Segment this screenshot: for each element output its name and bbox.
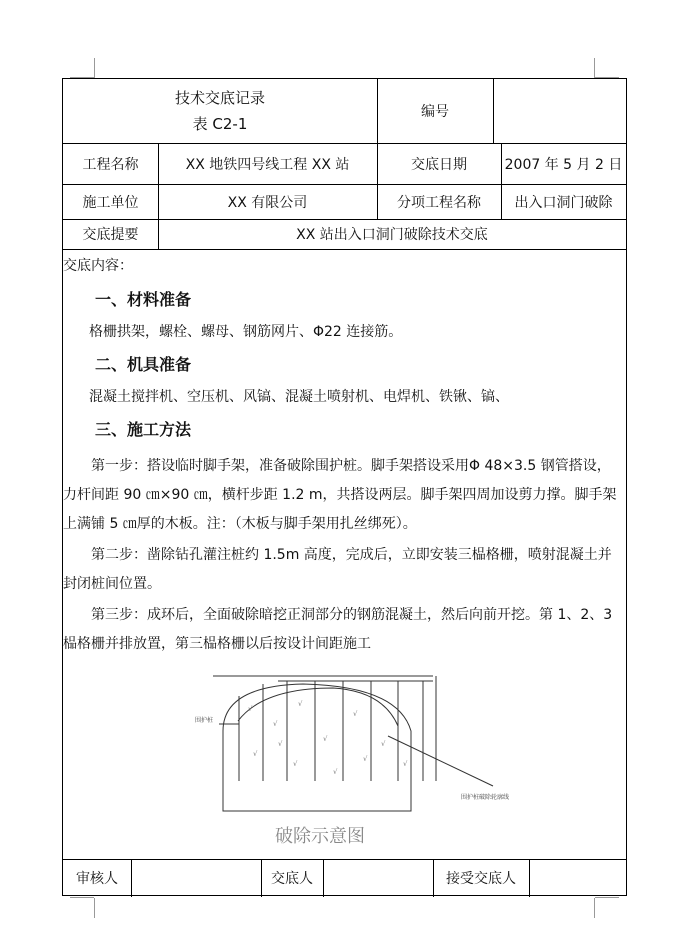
- reviewer-value: [131, 859, 261, 897]
- svg-text:√: √: [278, 740, 283, 748]
- crop-mark: [94, 58, 95, 78]
- svg-text:√: √: [298, 700, 303, 708]
- form-title-block: [63, 79, 377, 143]
- section-heading: 三、施工方法: [95, 420, 192, 439]
- crop-mark: [70, 897, 94, 898]
- crop-mark: [594, 898, 595, 918]
- number-value: [493, 79, 626, 143]
- sub-project-value: 出入口洞门破除: [514, 194, 613, 211]
- date-value: 2007 年 5 月 2 日: [504, 156, 623, 173]
- svg-text:√: √: [353, 710, 358, 718]
- content-label: 交底内容：: [63, 258, 133, 274]
- svg-text:√: √: [248, 705, 253, 713]
- section-text: 混凝土搅拌机、空压机、风镐、混凝土喷射机、电焊机、铁锹、镐、: [89, 389, 509, 405]
- svg-text:√: √: [323, 735, 328, 743]
- unit-label: 施工单位: [82, 194, 139, 211]
- svg-text:√: √: [253, 750, 258, 758]
- summary-value: XX 站出入口洞门破除技术交底: [296, 227, 488, 243]
- svg-text:√: √: [363, 755, 368, 763]
- project-name: XX 地铁四号线工程 XX 站: [185, 156, 350, 173]
- step-paragraph: 第二步：凿除钻孔灌注桩约 1.5m 高度，完成后，立即安装三榀格栅，喷射混凝土并封闭桩间位置。: [63, 547, 612, 592]
- form-title: 技术交底记录: [174, 89, 265, 107]
- diagram-caption: 破除示意图: [275, 826, 365, 847]
- unit-value: XX 有限公司: [227, 194, 308, 211]
- svg-text:√: √: [293, 760, 298, 768]
- summary-label: 交底提要: [82, 227, 139, 243]
- project-name-label: 工程名称: [82, 156, 139, 173]
- section-text: 格栅拱架，螺栓、螺母、钢筋网片、Φ22 连接筋。: [89, 324, 403, 340]
- crop-mark: [594, 58, 595, 78]
- discloser-label: 交底人: [271, 871, 313, 887]
- reviewer-label: 审核人: [76, 871, 118, 887]
- diagram-label-right: 围护桩破除轮廓线: [461, 794, 510, 801]
- section-heading: 二、机具准备: [95, 355, 192, 374]
- step-paragraph: 第一步：搭设临时脚手架，准备破除围护桩。脚手架搭设采用Φ 48×3.5 钢管搭设，力杆间距 90 ㎝×90 ㎝，横杆步距 1.2 m，共搭设两层。脚手架四周加设剪力撑。脚手架上满铺 5 ㎝厚的木板。注：（木板与脚手架用扎丝绑死）。: [63, 458, 617, 532]
- form-code: 表 C2-1: [192, 115, 248, 133]
- svg-text:√: √: [333, 768, 338, 776]
- svg-text:√: √: [403, 760, 408, 768]
- disclosure-form: [62, 78, 627, 896]
- step-paragraph: 第三步：成环后，全面破除暗挖正洞部分的钢筋混凝土，然后向前开挖。第 1、2、3 榀格栅并排放置，第三榀格栅以后按设计间距施工: [63, 607, 613, 652]
- sub-project-label: 分项工程名称: [397, 194, 481, 211]
- crop-mark: [94, 898, 95, 918]
- svg-text:√: √: [381, 740, 386, 748]
- receiver-value: [529, 859, 626, 897]
- number-label: 编号: [421, 104, 449, 120]
- demolition-diagram: [193, 666, 523, 826]
- section-heading: 一、材料准备: [95, 290, 192, 309]
- discloser-value: [323, 859, 433, 897]
- date-label: 交底日期: [411, 156, 467, 173]
- receiver-label: 接受交底人: [446, 871, 516, 887]
- svg-text:√: √: [273, 720, 278, 728]
- crop-mark: [595, 897, 619, 898]
- diagram-label-left: 围护桩: [195, 717, 214, 724]
